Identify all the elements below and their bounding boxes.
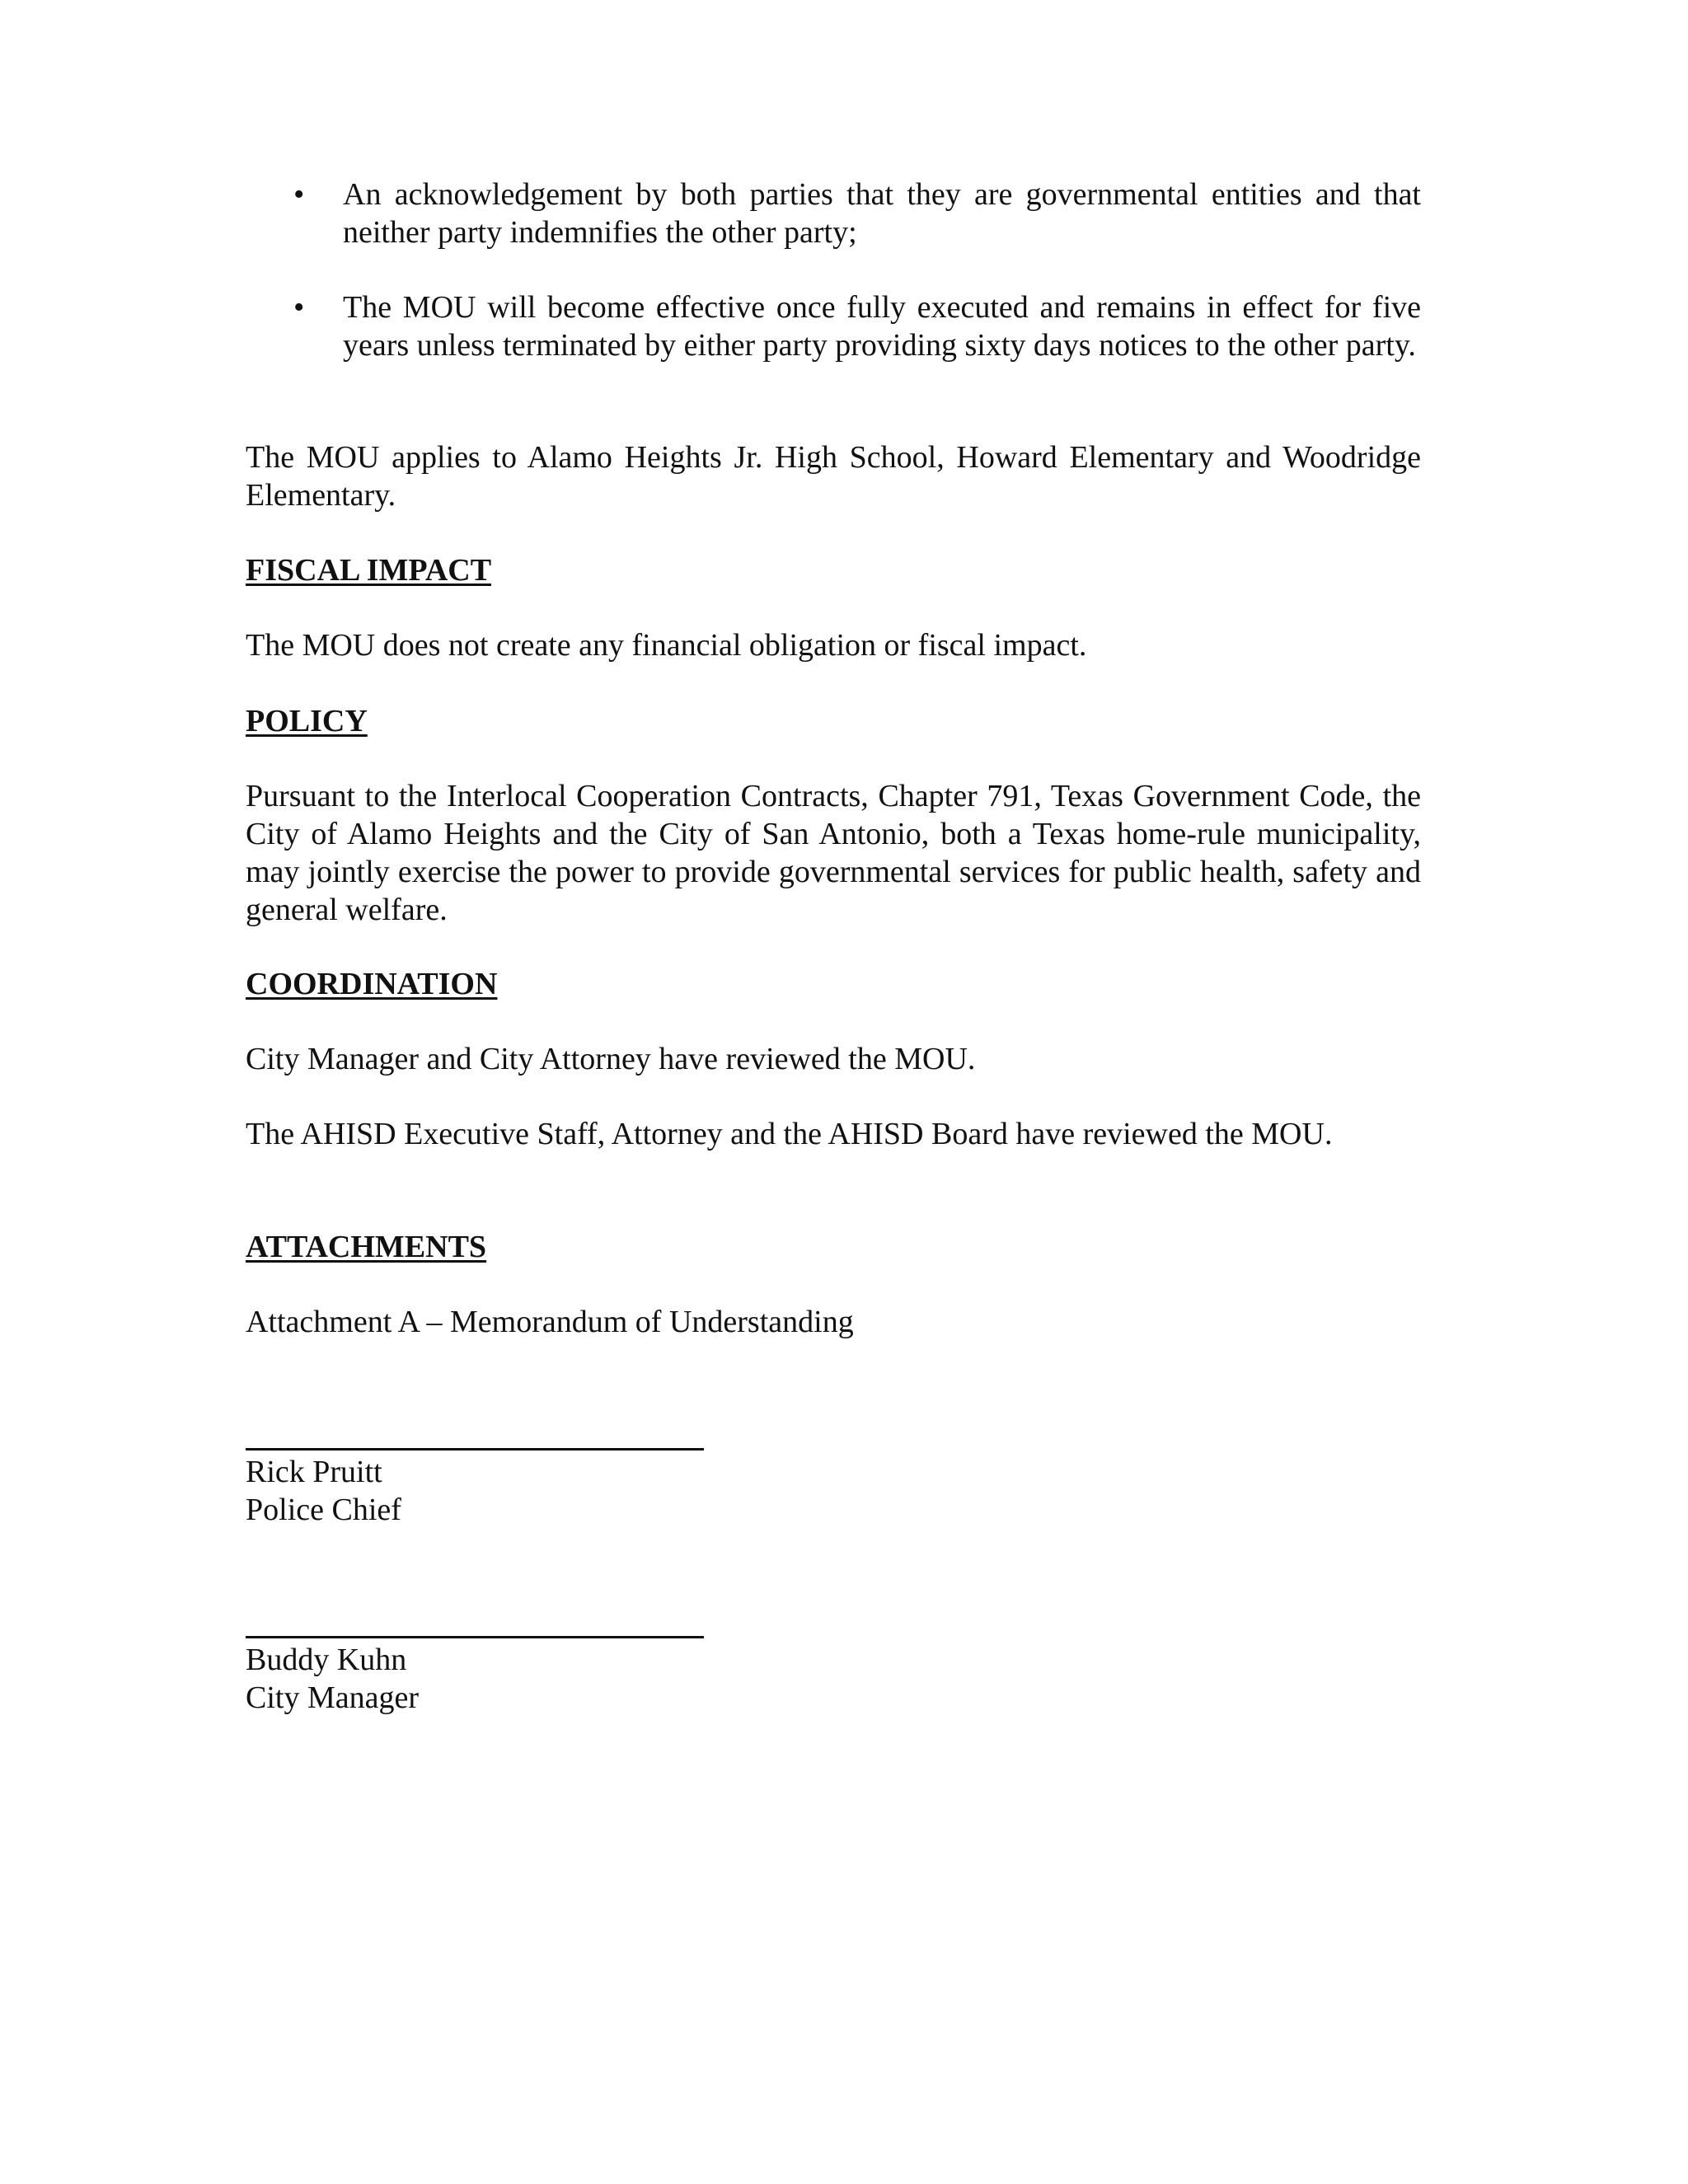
bullet-text: An acknowledgement by both parties that they are governmental entities and that neither party indemnifies the other party; [343, 177, 1421, 250]
fiscal-impact-heading: FISCAL IMPACT [246, 553, 492, 588]
signer-title: Police Chief [246, 1493, 401, 1527]
bullet-text: The MOU will become effective once fully executed and remains in effect for five years unless terminated by either party providing sixty days notices to the other party. [343, 290, 1421, 363]
bullet-glyph: • [293, 177, 305, 212]
signer-name: Buddy Kuhn [246, 1643, 407, 1677]
signature-line [246, 1448, 704, 1451]
signer-title: City Manager [246, 1680, 420, 1715]
bullet-glyph: • [293, 290, 305, 325]
policy-text: Pursuant to the Interlocal Cooperation Contracts, Chapter 791, Texas Government Code, the City of Alamo Heights and the City of San Antonio, both a Texas home-rule municipality, may jointly exercise the power to provide governmental services for public health, safety and general welfare. [246, 779, 1421, 927]
coordination-text-ahisd: The AHISD Executive Staff, Attorney and the AHISD Board have reviewed the MOU. [246, 1117, 1333, 1151]
attachment-item: Attachment A – Memorandum of Understanding [246, 1305, 854, 1339]
policy-heading: POLICY [246, 704, 368, 738]
signer-name: Rick Pruitt [246, 1455, 382, 1489]
signature-line [246, 1636, 704, 1638]
attachments-heading: ATTACHMENTS [246, 1230, 487, 1264]
fiscal-impact-text: The MOU does not create any financial obligation or fiscal impact. [246, 628, 1087, 663]
mou-applies-paragraph: The MOU applies to Alamo Heights Jr. High School, Howard Elementary and Woodridge Elementary. [246, 440, 1421, 513]
coordination-text-manager: City Manager and City Attorney have reviewed the MOU. [246, 1042, 976, 1076]
coordination-heading: COORDINATION [246, 967, 498, 1001]
